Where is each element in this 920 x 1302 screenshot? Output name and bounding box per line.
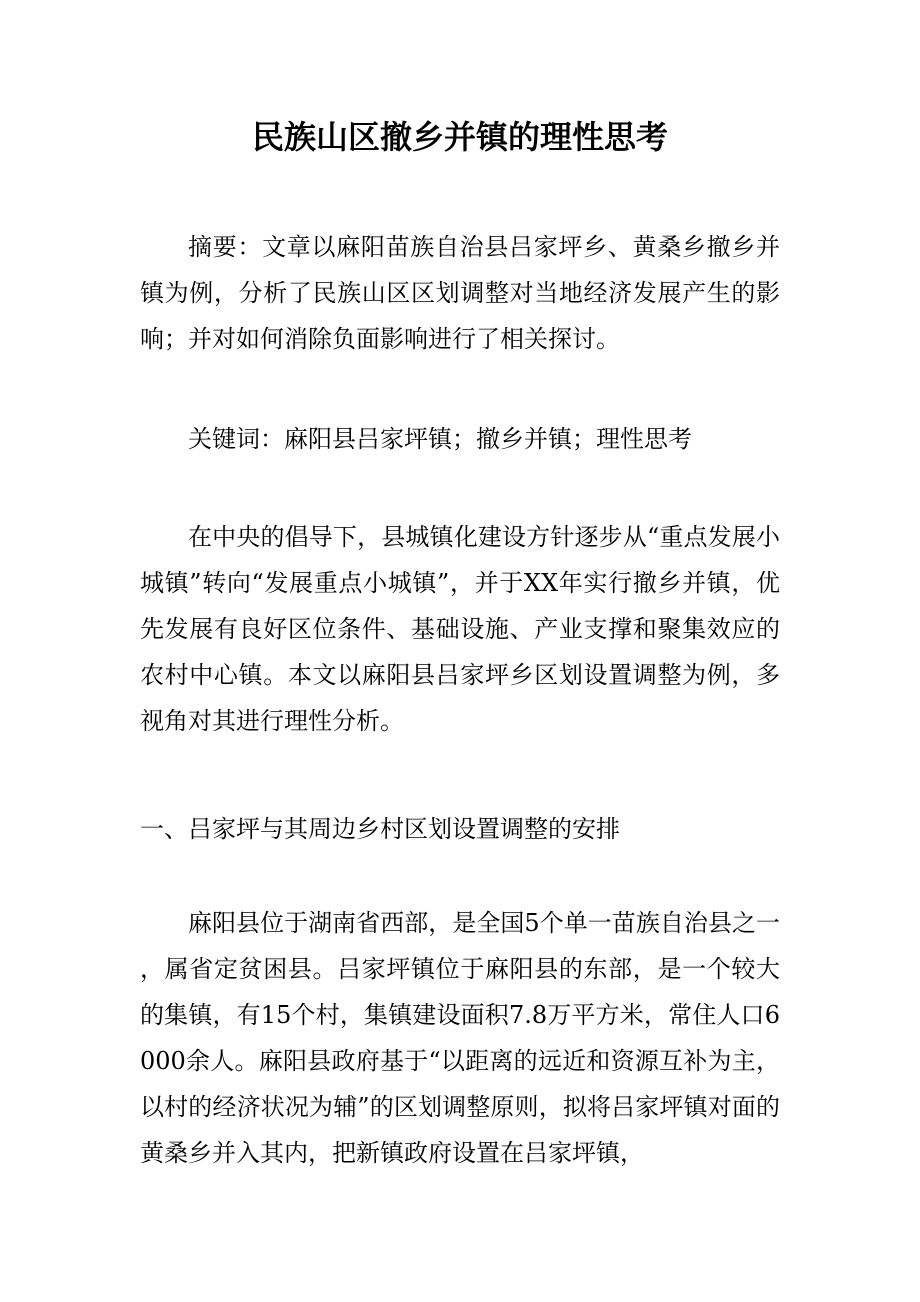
section-heading: 一、吕家坪与其周边乡村区划设置调整的安排	[140, 815, 620, 843]
intro-paragraph: 在中央的倡导下，县城镇化建设方针逐步从“重点发展小城镇”转向“发展重点小城镇”，并于XX年实行撤乡并镇，优先发展有良好区位条件、基础设施、产业支撑和聚集效应的农村中心镇。本文以麻阳县吕家坪乡区划设置调整为例，多视角对其进行理性分析。	[140, 523, 780, 735]
document-title: 民族山区撤乡并镇的理性思考	[251, 118, 668, 156]
section-paragraph: 麻阳县位于湖南省西部，是全国5个单一苗族自治县之一，属省定贫困县。吕家坪镇位于麻阳县的东部，是一个较大的集镇，有15个村，集镇建设面积7.8万平方米，常住人口6000余人。麻阳县政府基于“以距离的远近和资源互补为主，以村的经济状况为辅”的区划调整原则，拟将吕家坪镇对面的黄桑乡并入其内，把新镇政府设置在吕家坪镇，	[140, 909, 780, 1167]
keywords-paragraph: 关键词：麻阳县吕家坪镇；撤乡并镇；理性思考	[188, 425, 692, 453]
abstract-paragraph: 摘要：文章以麻阳苗族自治县吕家坪乡、黄桑乡撤乡并镇为例，分析了民族山区区划调整对当地经济发展产生的影响；并对如何消除负面影响进行了相关探讨。	[140, 233, 780, 353]
